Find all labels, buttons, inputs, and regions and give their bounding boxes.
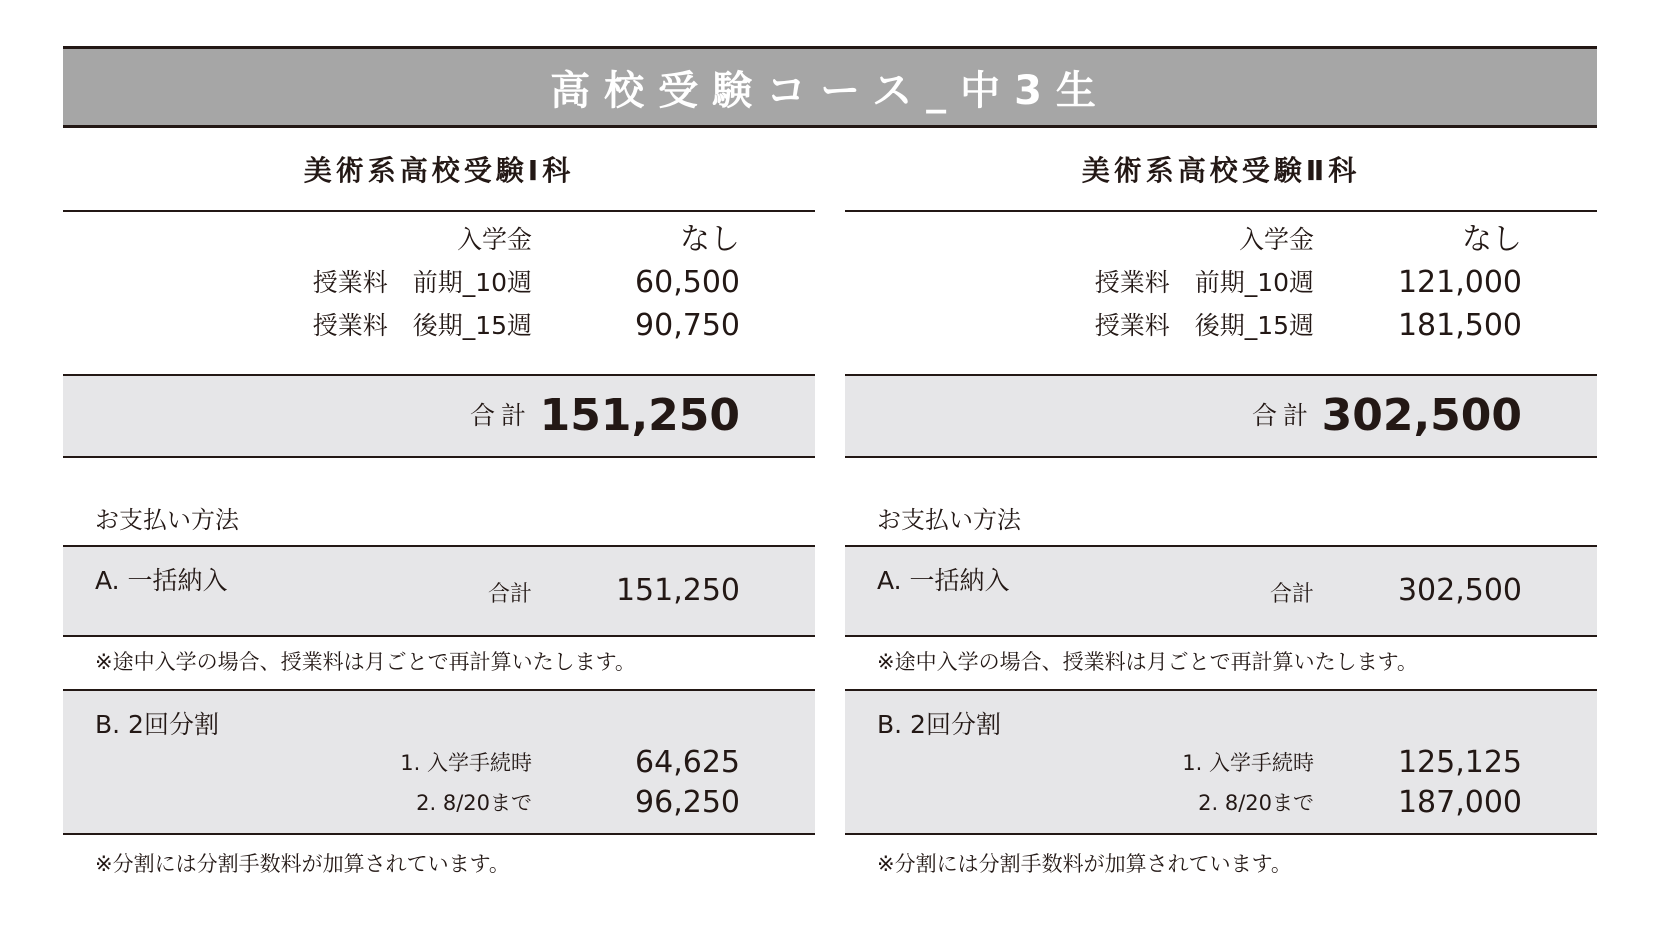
course-banner <box>63 46 1597 128</box>
option-b-label: B. 2回分割 <box>877 710 1001 739</box>
option-a-sub-label: 合計 <box>1269 582 1314 607</box>
course-column-1 <box>63 128 815 908</box>
fee-label: 授業料 後期_15週 <box>312 311 532 340</box>
total-value: 302,500 <box>1321 390 1522 441</box>
total-value: 151,250 <box>539 390 740 441</box>
fee-value: 121,000 <box>1397 265 1522 300</box>
installment-row-2 <box>845 783 1597 823</box>
option-a-value: 302,500 <box>1397 573 1522 608</box>
note-mid-entry: ※途中入学の場合、授業料は月ごとで再計算いたします。 <box>95 650 636 674</box>
installment-label: 1. 入学手続時 <box>1182 751 1314 775</box>
option-b-box <box>63 689 815 835</box>
fee-label: 授業料 前期_10週 <box>1094 268 1314 297</box>
option-a-label: A. 一括納入 <box>877 566 1010 595</box>
note-installment-fee: ※分割には分割手数料が加算されています。 <box>877 852 1292 876</box>
total-label: 合計 <box>469 401 532 430</box>
option-a-label: A. 一括納入 <box>95 566 228 595</box>
fee-value: 60,500 <box>635 265 740 300</box>
total-box <box>63 374 815 458</box>
payment-method-title: お支払い方法 <box>877 506 1021 534</box>
course-column-2 <box>845 128 1597 908</box>
option-a-box <box>845 545 1597 637</box>
installment-label: 2. 8/20まで <box>416 791 532 815</box>
fee-label: 授業料 後期_15週 <box>1094 311 1314 340</box>
fee-row-second-term <box>845 304 1597 348</box>
note-installment-fee: ※分割には分割手数料が加算されています。 <box>95 852 510 876</box>
fee-label: 授業料 前期_10週 <box>312 268 532 297</box>
fee-row-entrance <box>63 218 815 262</box>
fee-value: 90,750 <box>635 308 740 343</box>
option-b-box <box>845 689 1597 835</box>
total-label: 合計 <box>1251 401 1314 430</box>
installment-value: 96,250 <box>635 785 740 820</box>
course-heading: 美術系高校受験Ⅱ科 <box>845 128 1597 212</box>
installment-row-2 <box>63 783 815 823</box>
total-box <box>845 374 1597 458</box>
fee-value: なし <box>680 222 740 257</box>
installment-label: 1. 入学手続時 <box>400 751 532 775</box>
payment-method-title: お支払い方法 <box>95 506 239 534</box>
course-heading: 美術系高校受験Ⅰ科 <box>63 128 815 212</box>
fee-label: 入学金 <box>456 225 532 254</box>
note-mid-entry: ※途中入学の場合、授業料は月ごとで再計算いたします。 <box>877 650 1418 674</box>
option-a-sub-label: 合計 <box>487 582 532 607</box>
option-a-box <box>63 545 815 637</box>
installment-value: 125,125 <box>1397 745 1522 780</box>
fee-value: なし <box>1462 222 1522 257</box>
installment-row-1 <box>845 743 1597 783</box>
fee-row-entrance <box>845 218 1597 262</box>
banner-title: 高校受験コース_中3生 <box>550 67 1110 114</box>
fee-label: 入学金 <box>1238 225 1314 254</box>
fee-row-second-term <box>63 304 815 348</box>
fee-row-first-term <box>63 261 815 305</box>
installment-label: 2. 8/20まで <box>1198 791 1314 815</box>
option-b-label: B. 2回分割 <box>95 710 219 739</box>
installment-value: 187,000 <box>1397 785 1522 820</box>
fee-row-first-term <box>845 261 1597 305</box>
installment-value: 64,625 <box>635 745 740 780</box>
fee-value: 181,500 <box>1397 308 1522 343</box>
option-a-value: 151,250 <box>615 573 740 608</box>
installment-row-1 <box>63 743 815 783</box>
